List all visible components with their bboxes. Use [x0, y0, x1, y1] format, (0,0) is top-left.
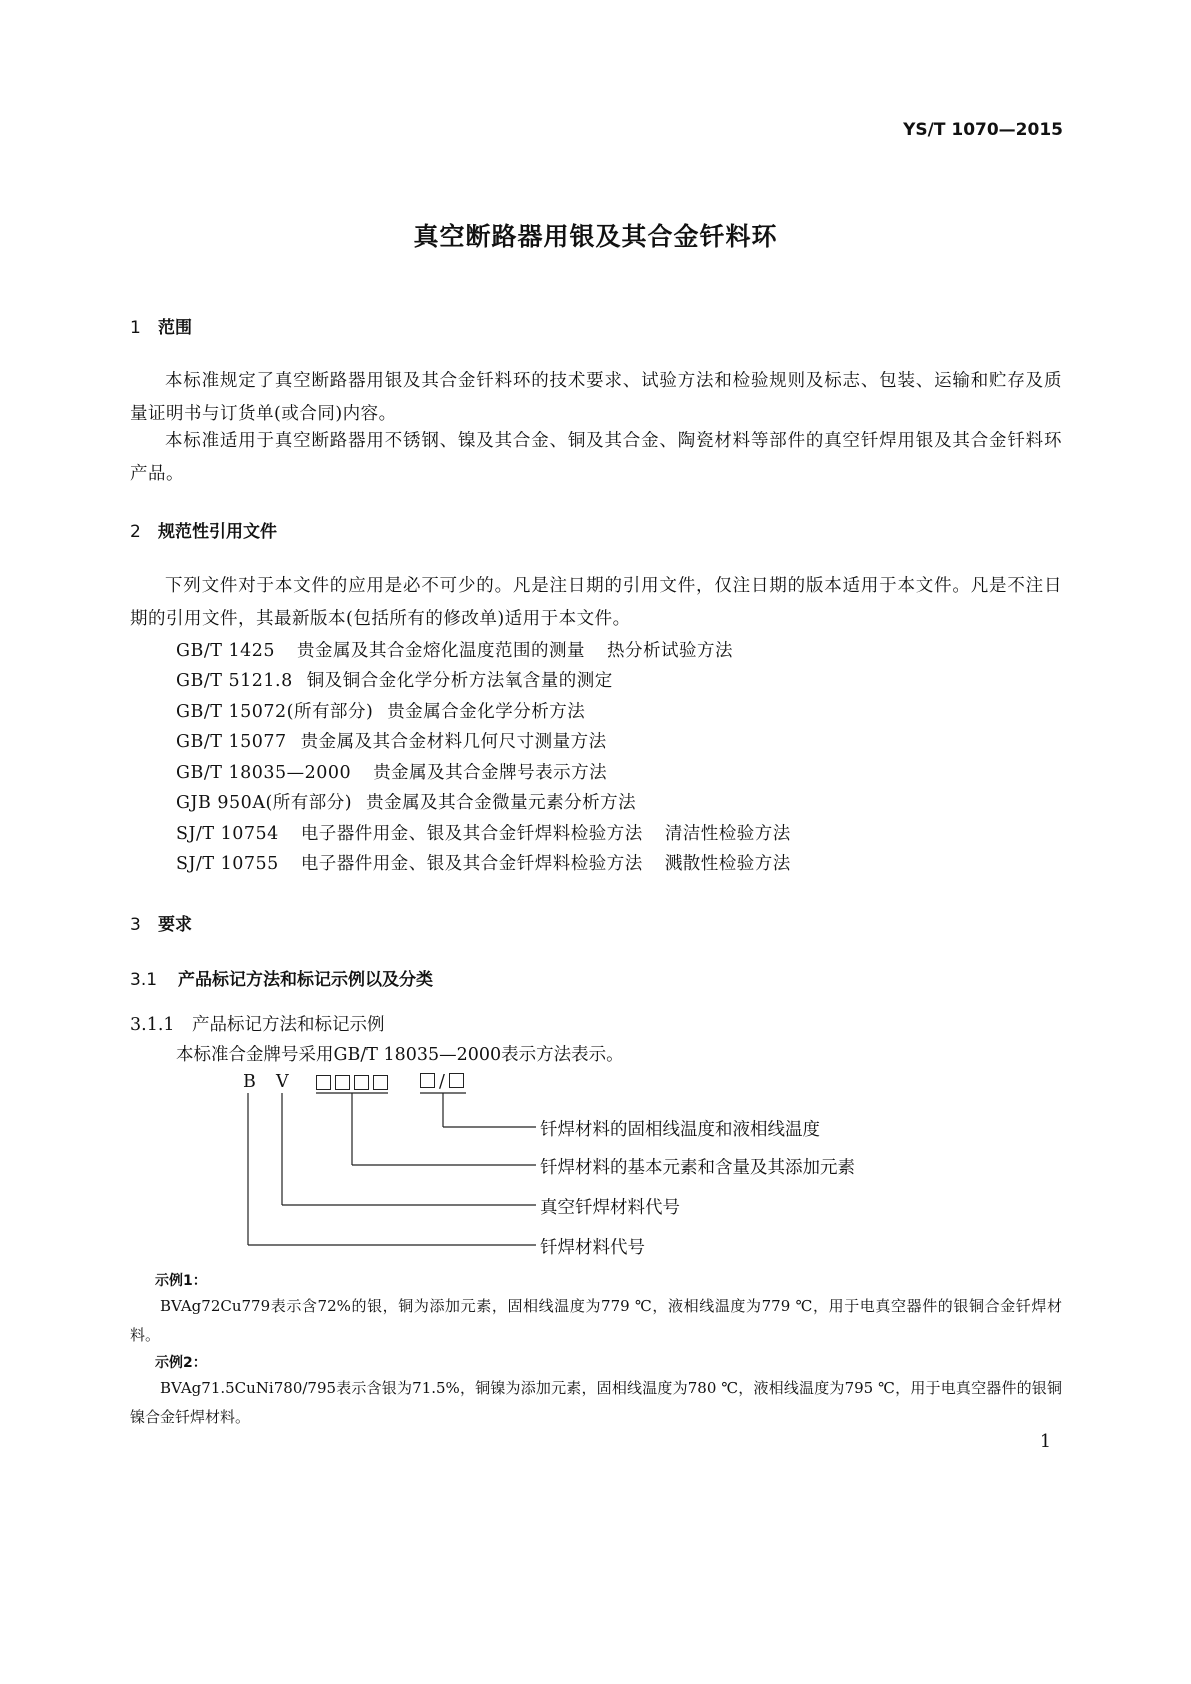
section-1-paragraph-2: 本标准适用于真空断路器用不锈钢、镍及其合金、铜及其合金、陶瓷材料等部件的真空钎焊用银及其合金钎料环产品。	[130, 431, 1062, 484]
example-1-label: 示例1：	[155, 1273, 207, 1289]
marking-method-text: 本标准合金牌号采用GB/T 18035—2000表示方法表示。	[176, 1045, 624, 1065]
section-title: 规范性引用文件	[158, 522, 277, 542]
subsection-number: 3.1	[130, 970, 158, 990]
section-title: 要求	[158, 915, 192, 935]
reference-item: GJB 950A(所有部分) 贵金属及其合金微量元素分析方法	[176, 793, 637, 813]
slash-separator: /	[439, 1072, 445, 1092]
reference-item: SJ/T 10755 电子器件用金、银及其合金钎焊料检验方法 溅散性检验方法	[176, 854, 791, 874]
section-number: 2	[130, 522, 141, 542]
subsection-title: 产品标记方法和标记示例	[192, 1015, 385, 1035]
code-letter-v: V	[276, 1072, 289, 1092]
example-1-text: BVAg72Cu779表示含72%的银，铜为添加元素，固相线温度为779 ℃，液相线温度为779 ℃，用于电真空器件的银铜合金钎焊材料。	[130, 1297, 1062, 1344]
section-2-intro: 下列文件对于本文件的应用是必不可少的。凡是注日期的引用文件，仅注日期的版本适用于本文件。凡是不注日期的引用文件，其最新版本(包括所有的修改单)适用于本文件。	[130, 576, 1062, 629]
reference-item: GB/T 5121.8 铜及铜合金化学分析方法氧含量的测定	[176, 671, 613, 691]
diagram-label-vacuum-code: 真空钎焊材料代号	[540, 1198, 680, 1218]
section-title: 范围	[158, 318, 192, 338]
diagram-label-temperature: 钎焊材料的固相线温度和液相线温度	[540, 1120, 820, 1140]
page-number: 1	[1039, 1432, 1051, 1452]
section-number: 3	[130, 915, 141, 935]
diagram-label-elements: 钎焊材料的基本元素和含量及其添加元素	[540, 1158, 855, 1178]
diagram-label-brazing-code: 钎焊材料代号	[540, 1238, 645, 1258]
reference-item: SJ/T 10754 电子器件用金、银及其合金钎焊料检验方法 清洁性检验方法	[176, 824, 791, 844]
code-letter-b: B	[243, 1072, 256, 1092]
example-2-label: 示例2：	[155, 1355, 207, 1371]
standard-code: YS/T 1070—2015	[903, 120, 1063, 140]
reference-item: GB/T 15077 贵金属及其合金材料几何尺寸测量方法	[176, 732, 607, 752]
example-2-text: BVAg71.5CuNi780/795表示含银为71.5%，铜镍为添加元素，固相线温度为780 ℃，液相线温度为795 ℃，用于电真空器件的银铜镍合金钎焊材料。	[130, 1379, 1062, 1426]
reference-item: GB/T 18035—2000 贵金属及其合金牌号表示方法	[176, 763, 608, 783]
reference-item: GB/T 15072(所有部分) 贵金属合金化学分析方法	[176, 702, 586, 722]
document-title: 真空断路器用银及其合金钎料环	[413, 222, 778, 251]
subsection-title: 产品标记方法和标记示例以及分类	[178, 970, 433, 990]
reference-item: GB/T 1425 贵金属及其合金熔化温度范围的测量 热分析试验方法	[176, 641, 734, 661]
section-number: 1	[130, 318, 141, 338]
section-1-paragraph-1: 本标准规定了真空断路器用银及其合金钎料环的技术要求、试验方法和检验规则及标志、包装、运输和贮存及质量证明书与订货单(或合同)内容。	[130, 371, 1062, 424]
subsection-number: 3.1.1	[130, 1015, 175, 1035]
